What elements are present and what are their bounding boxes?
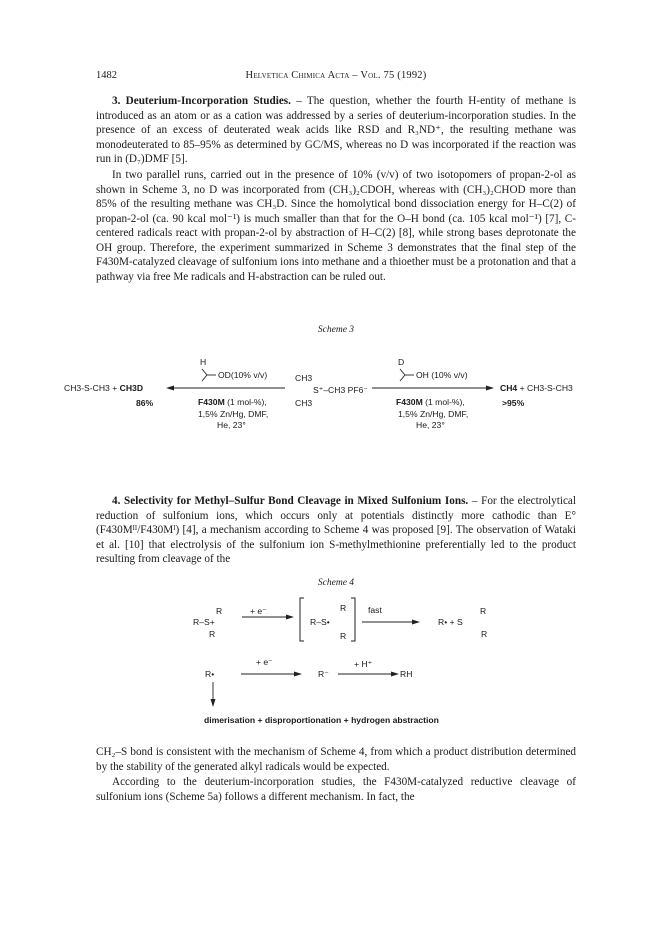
- scheme3-right-d-label: D: [398, 357, 405, 367]
- scheme3-left-ch3d: CH3D: [119, 383, 144, 393]
- scheme3-left-conditions-2: He, 23°: [217, 420, 246, 430]
- scheme4-r-top-1: R: [216, 606, 223, 616]
- journal-title: Helvetica Chimica Acta – Vol. 75 (1992): [245, 70, 427, 81]
- section3-paragraph-2: In two parallel runs, carried out in the presence of 10% (v/v) of two isotopomers of propan-2-ol as shown in Scheme 3, no D was incorporated from (CH₃)₂CDOH, whereas with (CH₃)₂CHOD more than 85% of the resulting methane was CH₃D. Since the homolytical bond dissociation energy for H–C(2) of propan-2-ol (ca. 90 kcal mol⁻¹) is much smaller than that for the O–H bond (ca. 105 kcal mol⁻¹) [7], C-centered radicals react with propan-2-ol by abstraction of H–C(2) [8], while strong bases deprotonate the OH group. Therefore, the experiment summarized in Scheme 3 demonstrates that the final step of the F430M-catalyzed cleavage of sulfonium ions into methane and a thioether must be a protonation and that a pathway via free Me radicals and H-abstraction can be ruled out.: [96, 169, 576, 283]
- scheme4-side-reactions: dimerisation + disproportionation + hydrogen abstraction: [204, 715, 439, 725]
- scheme3-left-conditions-1: 1,5% Zn/Hg, DMF,: [198, 409, 269, 419]
- scheme3-center-ch3-top: CH3: [295, 373, 313, 383]
- scheme3-left-yield: 86%: [136, 398, 154, 408]
- section4-heading: 4. Selectivity for Methyl–Sulfur Bond Cleavage in Mixed Sulfonium Ions.: [112, 495, 469, 507]
- scheme4-alkyl-radical: R•: [205, 669, 215, 679]
- scheme4-proton: + H⁺: [354, 659, 373, 669]
- section3-paragraph-1-text: – The question, whether the fourth H-entity of methane is introduced as an atom or as a cation was addressed by a series of deuterium-incorporation studies. In the presence of an excess of deuterated weak acids like RSD and R₃ND⁺, the resulting methane was monodeuterated to 85–95% as determined by GC/MS, whereas no D was incorporated if the reaction was run in (D₇)DMF [5].: [96, 95, 576, 166]
- scheme3-right-catalyst-name: F430M: [396, 397, 423, 407]
- scheme4-radical-plus-thioether: R• + S: [438, 617, 463, 627]
- scheme3-center-ch3-bottom: CH3: [295, 398, 313, 408]
- scheme4-carbanion: R⁻: [318, 669, 329, 679]
- scheme4-electron-1: + e⁻: [250, 606, 267, 616]
- scheme4-r-top-2: R: [340, 603, 347, 613]
- scheme3-left-thioether: CH3-S-CH3 +: [64, 383, 120, 393]
- scheme3-left-h-label: H: [200, 357, 207, 367]
- scheme3-center-sulfonium: S⁺–CH3 PF6⁻: [313, 385, 368, 395]
- scheme4-r-top-3: R: [480, 606, 487, 616]
- scheme3-right-oh-label: OH (10% v/v): [416, 370, 468, 380]
- scheme3-caption: Scheme 3: [317, 325, 355, 335]
- scheme4-r-bottom-3: R: [481, 629, 488, 639]
- closing-paragraph-2: According to the deuterium-incorporation studies, the F430M-catalyzed reductive cleavage of sulfonium ions (Scheme 5a) follows a different mechanism. In fact, the: [96, 776, 576, 803]
- scheme3-left-catalyst-amount: (1 mol-%),: [224, 397, 267, 407]
- scheme4-sulfuranyl-radical: R–S•: [310, 617, 330, 627]
- section4-paragraph-1-text: – For the electrolytical reduction of sulfonium ions, which occurs only at potentials distinctly more cathodic than E°(F430Mᴵᴵ/F430Mᴵ) [4], a mechanism according to Scheme 4 was proposed [9]. The observation of Wataki et al. [10] that electrolysis of the sulfonium ion S-methylmethionine preferentially led to the product resulting from cleavage of the: [96, 495, 577, 566]
- scheme4-r-bottom-2: R: [340, 631, 347, 641]
- scheme3-right-conditions-2: He, 23°: [416, 420, 445, 430]
- section3-heading: 3. Deuterium-Incorporation Studies.: [112, 95, 291, 107]
- scheme3-left-od-label: OD(10% v/v): [218, 370, 268, 380]
- scheme3-right-thioether: + CH3-S-CH3: [517, 383, 573, 393]
- scheme3-right-yield: >95%: [502, 398, 525, 408]
- scheme3-right-conditions-1: 1,5% Zn/Hg, DMF,: [398, 409, 469, 419]
- scheme3-left-catalyst-name: F430M: [198, 397, 225, 407]
- scheme3-right-ch4: CH4: [500, 383, 518, 393]
- page-number: 1482: [96, 70, 117, 81]
- scheme4-caption: Scheme 4: [317, 578, 355, 588]
- scheme3-right-catalyst-amount: (1 mol-%),: [422, 397, 465, 407]
- scheme4-r-bottom-1: R: [209, 629, 216, 639]
- scheme4-fast-label: fast: [368, 605, 382, 615]
- scheme4-electron-2: + e⁻: [256, 657, 273, 667]
- scheme4-sulfonium: R–S+: [193, 617, 215, 627]
- scheme4-alkane: RH: [400, 669, 413, 679]
- closing-paragraph-1: CH₂–S bond is consistent with the mechanism of Scheme 4, from which a product distribution determined by the stability of the generated alkyl radicals would be expected.: [96, 746, 576, 773]
